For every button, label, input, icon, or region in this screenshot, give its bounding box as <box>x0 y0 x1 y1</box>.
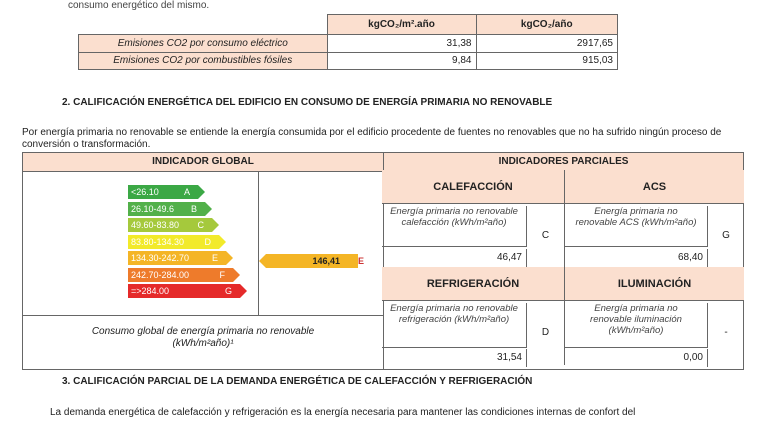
partial-desc: Energía primaria no renovable refrigeración (kWh/m²año) <box>382 303 527 348</box>
partial-desc: Energía primaria no renovable calefacción (kWh/m²año) <box>382 206 527 247</box>
partial-value: 68,40 <box>565 249 708 267</box>
section-2-title: 2. CALIFICACIÓN ENERGÉTICA DEL EDIFICIO EN CONSUMO DE ENERGÍA PRIMARIA NO RENOVABLE <box>62 97 553 108</box>
cell: 915,03 <box>476 52 618 70</box>
cell: 9,84 <box>327 52 476 70</box>
partial-2 <box>382 267 565 368</box>
global-rating-arrow: 146,41 E <box>266 254 358 268</box>
global-caption: Consumo global de energía primaria no renovable (kWh/m²año)¹ <box>91 326 315 349</box>
col-header: kgCO₂/año <box>476 15 618 35</box>
partial-0 <box>382 170 565 267</box>
cell: 2917,65 <box>476 35 618 53</box>
col-header: kgCO₂/m².año <box>327 15 476 35</box>
partial-desc: Energía primaria no renovable ACS (kWh/m²año) <box>565 206 708 247</box>
partial-desc: Energía primaria no renovable iluminación (kWh/m²año) <box>565 303 708 348</box>
section-3-title: 3. CALIFICACIÓN PARCIAL DE LA DEMANDA ENERGÉTICA DE CALEFACCIÓN Y REFRIGERACIÓN <box>62 376 533 387</box>
partial-header: INDICADORES PARCIALES <box>384 153 743 172</box>
partial-rating: - <box>724 327 728 338</box>
partial-title: ACS <box>565 170 744 204</box>
row-label: Emisiones CO2 por consumo eléctrico <box>79 35 328 53</box>
global-header: INDICADOR GLOBAL <box>23 153 384 172</box>
scale-bar-c: 49.60-83.80 C <box>128 218 212 232</box>
section-2-paragraph: Por energía primaria no renovable se entiende la energía consumida por el edificio procedente de fuentes no renovables que no ha sufrido ningún proceso de conversión o transformación. <box>22 127 722 150</box>
partial-title: ILUMINACIÓN <box>565 267 744 301</box>
section-3-paragraph: La demanda energética de calefacción y refrigeración es la energía necesaria para mantener las condiciones internas de confort del <box>50 407 636 418</box>
top-text: consumo energético del mismo. <box>68 0 210 11</box>
partial-1 <box>565 170 744 267</box>
row-label: Emisiones CO2 por combustibles fósiles <box>79 52 328 70</box>
partial-rating: C <box>527 204 565 268</box>
partial-title: CALEFACCIÓN <box>382 170 565 204</box>
partial-value: 0,00 <box>565 349 708 367</box>
cell: 31,38 <box>327 35 476 53</box>
partial-rating: D <box>527 301 565 365</box>
emissions-table <box>78 14 618 70</box>
scale-bar-f: 242.70-284.00 F <box>128 268 233 282</box>
partial-rating: G <box>722 230 730 241</box>
scale-bar-e: 134.30-242.70 E <box>128 251 226 265</box>
partial-title: REFRIGERACIÓN <box>382 267 565 301</box>
partial-value: 46,47 <box>382 249 527 267</box>
scale-bar-d: 83.80-134.30 D <box>128 235 219 249</box>
scale-bar-g: =>284.00 G <box>128 284 240 298</box>
scale-bar-b: 26.10-49.6 B <box>128 202 205 216</box>
partial-value: 31,54 <box>382 349 527 367</box>
partial-3 <box>565 267 744 368</box>
scale-bar-a: <26.10 A <box>128 185 198 199</box>
